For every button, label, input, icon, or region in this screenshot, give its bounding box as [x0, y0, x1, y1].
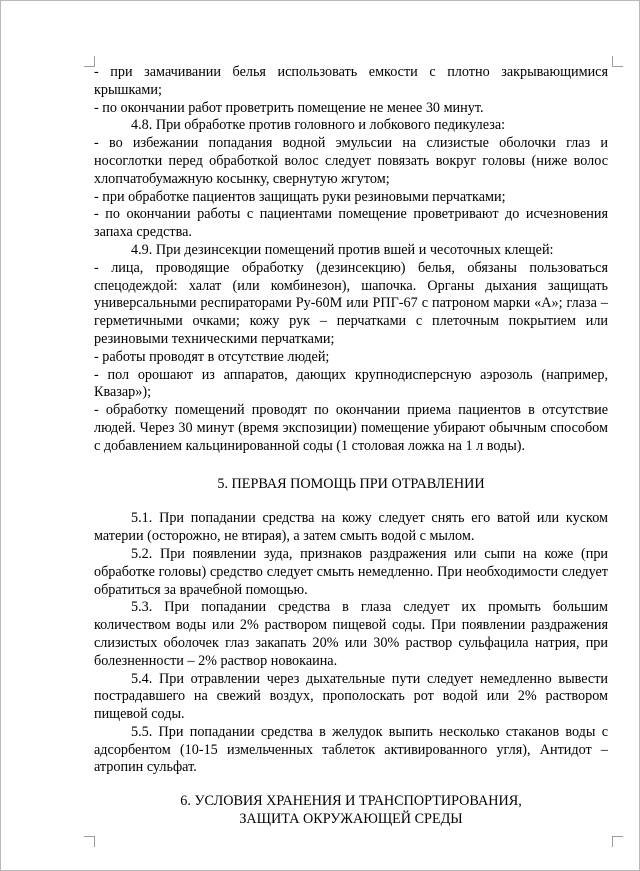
- section-6-title-line-1: 6. УСЛОВИЯ ХРАНЕНИЯ И ТРАНСПОРТИРОВАНИЯ,: [180, 793, 522, 810]
- paragraph-5-1: 5.1. При попадании средства на кожу следует снять его ватой или куском материи (осторожно, не втирая), а затем смыть водой с мылом.: [94, 510, 608, 545]
- paragraph-5-2: 5.2. При появлении зуда, признаков раздражения или сыпи на коже (при обработке головы) средство следует смыть немедленно. При необходимости следует обратиться за врачебной помощью.: [94, 545, 608, 598]
- paragraph: - обработку помещений проводят по окончании приема пациентов в отсутствие людей. Через 30 минут (время экспозиции) помещение убирают обычным способом с добавлением кальцинированной соды (1 столовая ложка на 1 л воды).: [94, 402, 608, 454]
- paragraph-5-3: 5.3. При попадании средства в глаза следует их промыть большим количеством воды или 2% раствором пищевой соды. При появлении раздражения слизистых оболочек глаз закапать 20% или 30% раствор сульфацила натрия, при болезненности – 2% раствор новокаина.: [94, 599, 608, 669]
- document-body: [94, 64, 608, 829]
- paragraph: - работы проводят в отсутствие людей;: [94, 348, 330, 365]
- paragraph: - по окончании работ проветрить помещение не менее 30 минут.: [94, 99, 484, 116]
- paragraph-5-5: 5.5. При попадании средства в желудок выпить несколько стаканов воды с адсорбентом (10-15 измельченных таблеток активированного угля), Антидот – атропин сульфат.: [94, 723, 608, 776]
- paragraph: - при замачивании белья использовать емкости с плотно закрывающимися крышками;: [94, 64, 608, 98]
- paragraph: - по окончании работы с пациентами помещение проветривают до исчезновения запаха средства.: [94, 206, 608, 241]
- section-6-title-line-2: ЗАЩИТА ОКРУЖАЮЩЕЙ СРЕДЫ: [239, 811, 463, 828]
- subsection-heading: 4.8. При обработке против головного и лобкового педикулеза:: [131, 117, 506, 134]
- paragraph-5-4: 5.4. При отравлении через дыхательные пути следует немедленно вывести пострадавшего на свежий воздух, прополоскать рот водой или 2% раствором пищевой соды.: [94, 670, 608, 723]
- margin-corner-bottom-right: [612, 836, 623, 847]
- paragraph: - пол орошают из аппаратов, дающих крупнодисперсную аэрозоль (например, Квазар»);: [94, 366, 608, 401]
- margin-corner-bottom-left: [84, 836, 95, 847]
- margin-corner-top-right: [612, 56, 623, 67]
- paragraph: - лица, проводящие обработку (дезинсекцию) белья, обязаны пользоваться спецодеждой: халат (или комбинезон), шапочка. Органы дыхания защищать универсальными респираторами Ру-60М или РПГ-67 с патроном марки «А»; глаза – герметичными очками; кожу рук – перчатками с плеточным покрытием или резиновыми техническими перчатками;: [94, 259, 608, 347]
- paragraph: - во избежании попадания водной эмульсии на слизистые оболочки глаз и носоглотки перед обработкой волос следует повязать вокруг головы (ниже волос хлопчатобумажную косынку, свернутую жгутом;: [94, 135, 608, 187]
- section-5-title: 5. ПЕРВАЯ ПОМОЩЬ ПРИ ОТРАВЛЕНИИ: [217, 475, 485, 492]
- subsection-heading: 4.9. При дезинсекции помещений против вшей и чесоточных клещей:: [131, 241, 554, 258]
- paragraph: - при обработке пациентов защищать руки резиновыми перчатками;: [94, 188, 506, 205]
